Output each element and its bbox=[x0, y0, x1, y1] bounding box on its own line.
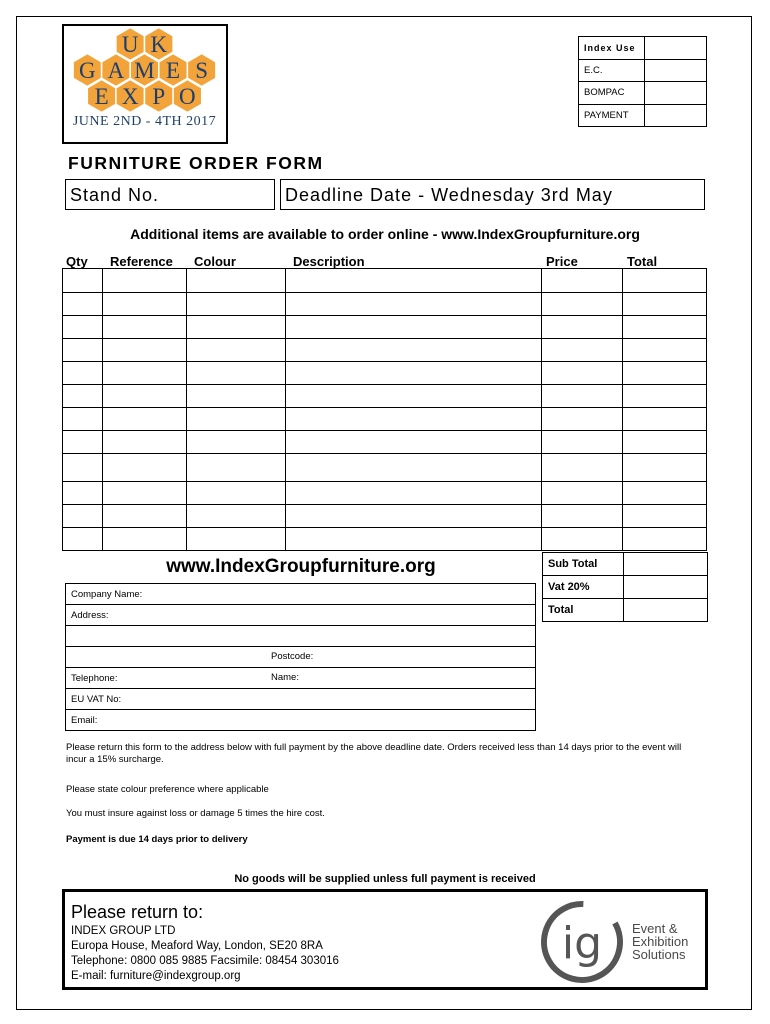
total-cell[interactable] bbox=[623, 385, 707, 408]
order-row bbox=[63, 293, 707, 316]
reference-cell[interactable] bbox=[103, 385, 187, 408]
index-use-value[interactable] bbox=[645, 104, 707, 127]
name-label: Name: bbox=[271, 672, 299, 683]
colour-cell[interactable] bbox=[187, 454, 286, 482]
qty-cell[interactable] bbox=[63, 269, 103, 293]
reference-cell[interactable] bbox=[103, 505, 187, 528]
payment-due-note: Payment is due 14 days prior to delivery bbox=[66, 834, 248, 845]
return-email[interactable]: E-mail: furniture@indexgroup.org bbox=[71, 970, 241, 982]
reference-cell[interactable] bbox=[103, 408, 187, 431]
description-cell[interactable] bbox=[286, 454, 542, 482]
index-use-label: E.C. bbox=[579, 59, 645, 82]
eu-vat-field[interactable] bbox=[66, 689, 536, 710]
qty-cell[interactable] bbox=[63, 293, 103, 316]
price-cell[interactable] bbox=[542, 482, 623, 505]
column-header-colour: Colour bbox=[194, 254, 236, 269]
reference-cell[interactable] bbox=[103, 362, 187, 385]
price-cell[interactable] bbox=[542, 408, 623, 431]
logo-letter: O bbox=[179, 84, 196, 109]
order-row bbox=[63, 408, 707, 431]
return-instructions-line: incur a 15% surcharge. bbox=[66, 754, 164, 765]
description-cell[interactable] bbox=[286, 505, 542, 528]
column-header-total: Total bbox=[627, 254, 658, 269]
logo-letter: E bbox=[166, 58, 181, 83]
vat-label: Vat 20% bbox=[543, 576, 624, 599]
logo-letter: G bbox=[79, 58, 96, 83]
colour-cell[interactable] bbox=[187, 385, 286, 408]
address-line-2-field[interactable] bbox=[66, 626, 536, 647]
column-header-price: Price bbox=[546, 254, 578, 269]
order-row bbox=[63, 362, 707, 385]
price-cell[interactable] bbox=[542, 339, 623, 362]
qty-cell[interactable] bbox=[63, 482, 103, 505]
telephone-label: Telephone: bbox=[71, 672, 118, 684]
column-header-reference: Reference bbox=[110, 254, 173, 269]
qty-cell[interactable] bbox=[63, 339, 103, 362]
ig-tagline-line: Solutions bbox=[632, 947, 686, 962]
logo-letter: P bbox=[152, 84, 166, 109]
return-phone: Telephone: 0800 085 9885 Facsimile: 08454 303016 bbox=[71, 955, 339, 967]
website-url[interactable]: www.IndexGroupfurniture.org bbox=[166, 556, 436, 577]
index-use-table bbox=[578, 36, 707, 127]
total-cell[interactable] bbox=[623, 362, 707, 385]
online-order-note: Additional items are available to order online - www.IndexGroupfurniture.org bbox=[130, 226, 640, 242]
address-field[interactable] bbox=[66, 605, 536, 626]
qty-cell[interactable] bbox=[63, 385, 103, 408]
price-cell[interactable] bbox=[542, 431, 623, 454]
total-cell[interactable] bbox=[623, 505, 707, 528]
insurance-note: You must insure against loss or damage 5 times the hire cost. bbox=[66, 808, 325, 819]
total-cell[interactable] bbox=[623, 316, 707, 339]
colour-cell[interactable] bbox=[187, 269, 286, 293]
company-name-label: Company Name: bbox=[71, 588, 143, 600]
deadline-date: Deadline Date - Wednesday 3rd May bbox=[280, 179, 705, 210]
totals-table bbox=[542, 552, 708, 622]
colour-cell[interactable] bbox=[187, 362, 286, 385]
colour-cell[interactable] bbox=[187, 408, 286, 431]
logo-letter: E bbox=[94, 84, 109, 109]
description-cell[interactable] bbox=[286, 482, 542, 505]
description-cell[interactable] bbox=[286, 339, 542, 362]
return-street: Europa House, Meaford Way, London, SE20 8RA bbox=[71, 940, 323, 952]
price-cell[interactable] bbox=[542, 454, 623, 482]
description-cell[interactable] bbox=[286, 362, 542, 385]
reference-cell[interactable] bbox=[103, 339, 187, 362]
sub-total-label: Sub Total bbox=[543, 553, 624, 576]
reference-cell[interactable] bbox=[103, 454, 187, 482]
reference-cell[interactable] bbox=[103, 293, 187, 316]
qty-cell[interactable] bbox=[63, 528, 103, 551]
description-cell[interactable] bbox=[286, 431, 542, 454]
company-name-field[interactable] bbox=[66, 584, 536, 605]
qty-cell[interactable] bbox=[63, 408, 103, 431]
price-cell[interactable] bbox=[542, 293, 623, 316]
description-cell[interactable] bbox=[286, 408, 542, 431]
order-row bbox=[63, 316, 707, 339]
return-address-box bbox=[62, 889, 708, 990]
logo-letter: A bbox=[107, 58, 125, 83]
qty-cell[interactable] bbox=[63, 362, 103, 385]
colour-cell[interactable] bbox=[187, 316, 286, 339]
eu-vat-label: EU VAT No: bbox=[71, 693, 122, 705]
index-use-value[interactable] bbox=[645, 82, 707, 105]
order-row bbox=[63, 385, 707, 408]
logo-letter: K bbox=[150, 32, 168, 57]
reference-cell[interactable] bbox=[103, 528, 187, 551]
total-value[interactable] bbox=[624, 599, 708, 622]
reference-cell[interactable] bbox=[103, 431, 187, 454]
price-cell[interactable] bbox=[542, 362, 623, 385]
qty-cell[interactable] bbox=[63, 316, 103, 339]
postcode-field[interactable] bbox=[66, 647, 536, 668]
order-row bbox=[63, 431, 707, 454]
return-title: Please return to: bbox=[71, 902, 204, 922]
qty-cell[interactable] bbox=[63, 505, 103, 528]
logo-letter: X bbox=[121, 84, 139, 109]
total-cell[interactable] bbox=[623, 528, 707, 551]
index-group-logo-icon bbox=[535, 896, 631, 988]
price-cell[interactable] bbox=[542, 316, 623, 339]
index-use-value[interactable] bbox=[645, 59, 707, 82]
order-row bbox=[63, 269, 707, 293]
reference-cell[interactable] bbox=[103, 316, 187, 339]
description-cell[interactable] bbox=[286, 385, 542, 408]
event-dates: JUNE 2ND - 4TH 2017 bbox=[72, 114, 217, 129]
price-cell[interactable] bbox=[542, 505, 623, 528]
price-cell[interactable] bbox=[542, 385, 623, 408]
address-label: Address: bbox=[71, 609, 109, 621]
total-cell[interactable] bbox=[623, 482, 707, 505]
return-address bbox=[71, 924, 339, 984]
description-cell[interactable] bbox=[286, 528, 542, 551]
colour-cell[interactable] bbox=[187, 339, 286, 362]
description-cell[interactable] bbox=[286, 316, 542, 339]
colour-cell[interactable] bbox=[187, 505, 286, 528]
total-cell[interactable] bbox=[623, 269, 707, 293]
honeycomb-logo-icon bbox=[64, 26, 225, 118]
logo-letter: M bbox=[134, 58, 155, 83]
colour-cell[interactable] bbox=[187, 482, 286, 505]
no-goods-note: No goods will be supplied unless full payment is received bbox=[234, 873, 536, 885]
reference-cell[interactable] bbox=[103, 482, 187, 505]
colour-cell[interactable] bbox=[187, 293, 286, 316]
order-row bbox=[63, 454, 707, 482]
order-row bbox=[63, 528, 707, 551]
uk-games-expo-logo bbox=[62, 24, 228, 144]
total-cell[interactable] bbox=[623, 408, 707, 431]
ig-tagline-line: Exhibition bbox=[632, 934, 689, 949]
contact-details-table bbox=[65, 583, 536, 731]
order-row bbox=[63, 339, 707, 362]
return-instructions bbox=[66, 742, 706, 766]
total-cell[interactable] bbox=[623, 454, 707, 482]
total-cell[interactable] bbox=[623, 293, 707, 316]
index-use-label: BOMPAC bbox=[579, 82, 645, 105]
colour-cell[interactable] bbox=[187, 528, 286, 551]
email-field[interactable] bbox=[66, 710, 536, 731]
column-header-description: Description bbox=[293, 254, 365, 269]
sub-total-value[interactable] bbox=[624, 553, 708, 576]
price-cell[interactable] bbox=[542, 528, 623, 551]
index-use-value[interactable] bbox=[645, 37, 707, 60]
return-instructions-line: Please return this form to the address below with full payment by the above deadline date. Orders received less than 14 days prior to the event will bbox=[66, 742, 682, 753]
logo-letter: U bbox=[121, 32, 139, 57]
column-header-qty: Qty bbox=[66, 254, 88, 269]
stand-number-field[interactable]: Stand No. bbox=[65, 179, 275, 210]
index-use-label: PAYMENT bbox=[579, 104, 645, 127]
qty-cell[interactable] bbox=[63, 454, 103, 482]
telephone-field[interactable] bbox=[66, 668, 536, 689]
order-items-table bbox=[62, 268, 707, 551]
order-row bbox=[63, 505, 707, 528]
total-label: Total bbox=[543, 599, 624, 622]
description-cell[interactable] bbox=[286, 269, 542, 293]
reference-cell[interactable] bbox=[103, 269, 187, 293]
colour-cell[interactable] bbox=[187, 431, 286, 454]
ig-tagline-line: Event & bbox=[632, 921, 678, 936]
index-use-header: Index Use bbox=[579, 37, 645, 60]
order-row bbox=[63, 482, 707, 505]
vat-value[interactable] bbox=[624, 576, 708, 599]
description-cell[interactable] bbox=[286, 293, 542, 316]
ig-tagline bbox=[632, 922, 688, 961]
logo-letter: S bbox=[195, 58, 209, 83]
colour-note: Please state colour preference where applicable bbox=[66, 784, 269, 795]
total-cell[interactable] bbox=[623, 339, 707, 362]
form-title: FURNITURE ORDER FORM bbox=[68, 153, 324, 173]
qty-cell[interactable] bbox=[63, 431, 103, 454]
ig-mark: ig bbox=[561, 918, 603, 969]
return-company: INDEX GROUP LTD bbox=[71, 925, 176, 937]
price-cell[interactable] bbox=[542, 269, 623, 293]
email-label: Email: bbox=[71, 714, 98, 726]
total-cell[interactable] bbox=[623, 431, 707, 454]
postcode-label: Postcode: bbox=[271, 651, 314, 662]
